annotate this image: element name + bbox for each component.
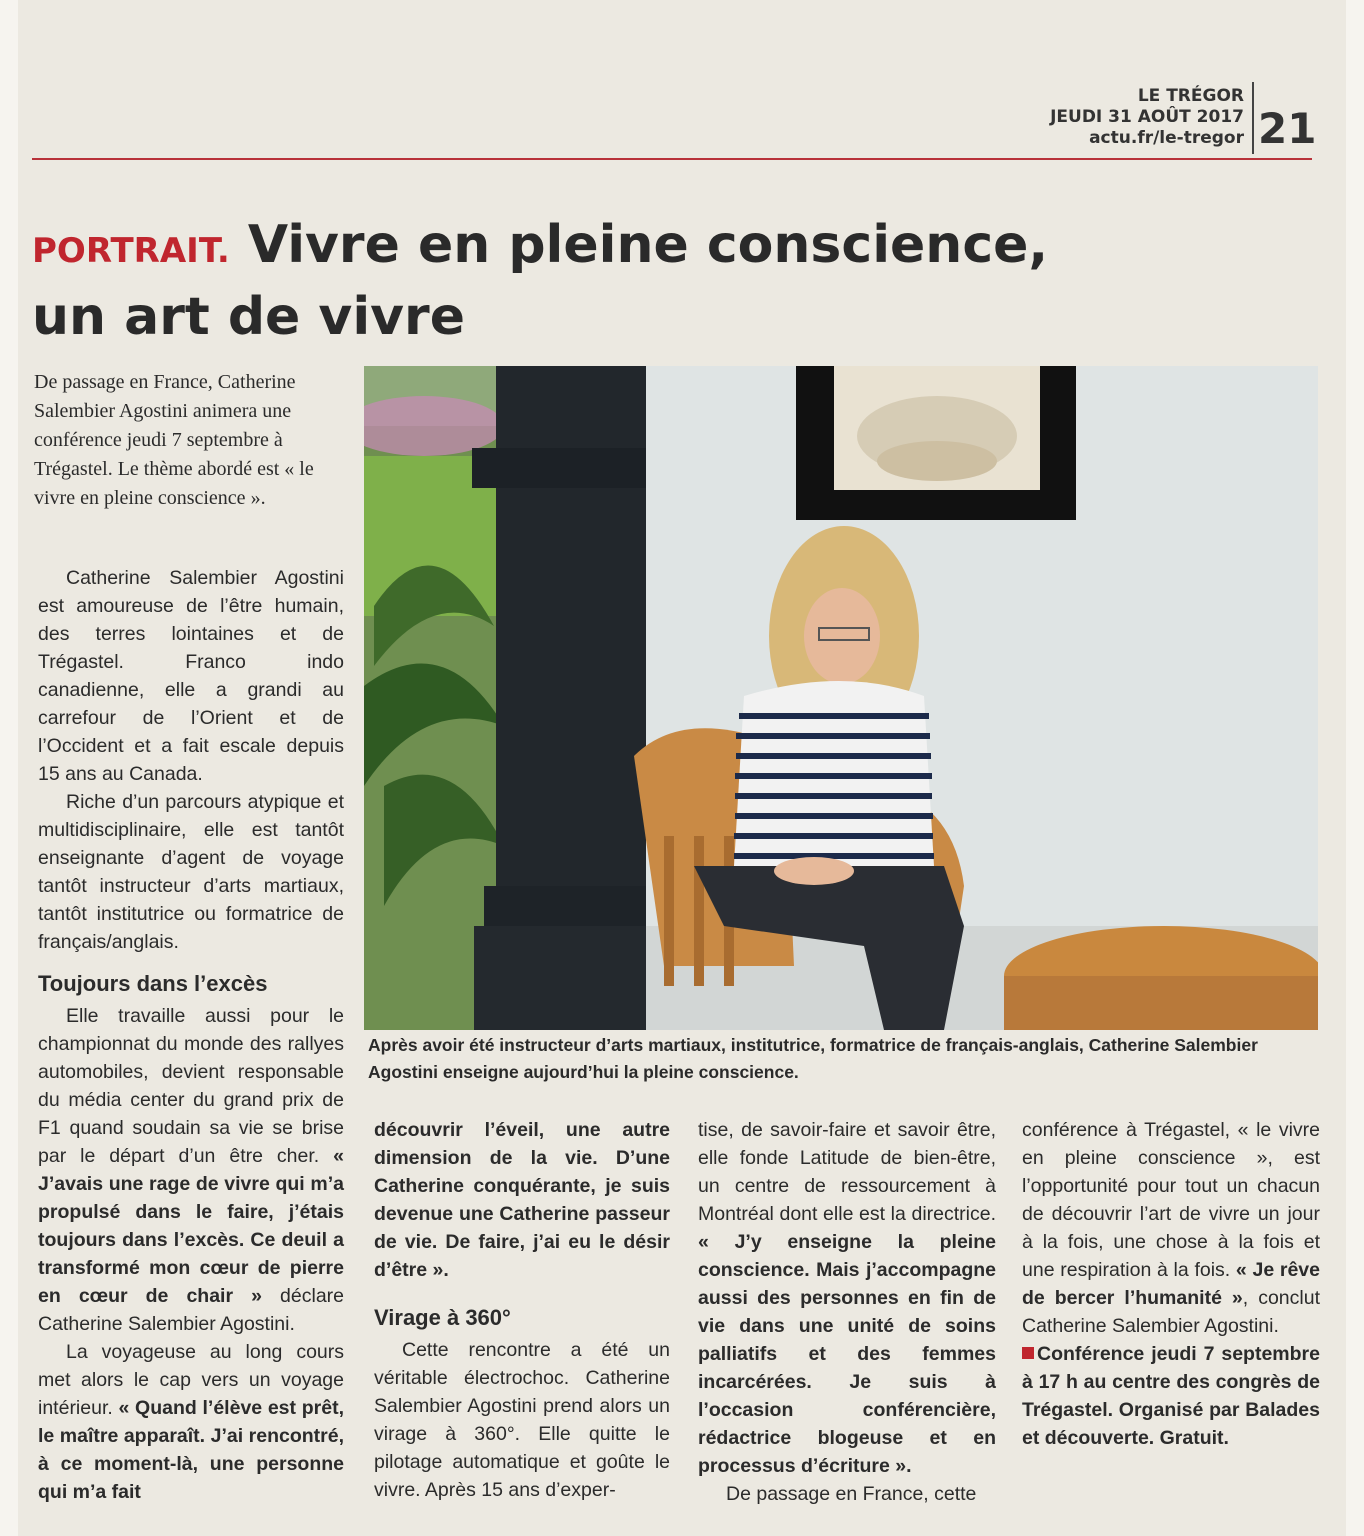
quote: « J’y enseigne la pleine conscience. Mais j’accompagne aussi des personnes en fin de vie dans une unité de soins palliatifs et des femmes incarcérées. Je suis à l’occasion conférencière, rédactrice blogeuse et en processus d’écriture ». [698, 1231, 996, 1477]
page-number: 21 [1258, 104, 1317, 153]
paragraph: Riche d’un parcours atypique et multidisciplinaire, elle est tantôt enseignante d’agent de voyage tantôt instructeur d’arts martiaux, tantôt institutrice ou formatrice de français/anglais. [38, 791, 344, 953]
header-rule [32, 158, 1312, 160]
headline-title-line1: Vivre en pleine conscience, [247, 215, 1049, 275]
paragraph: tise, de savoir-faire et savoir être, elle fonde Latitude de bien-être, un centre de ressourcement à Montréal dont elle est la directrice. « J’y enseigne la pleine conscience. Mais j’accompagne aussi des personnes en fin de vie dans une unité de soins palliatifs et des femmes incarcérées. Je suis à l’occasion conférencière, rédactrice blogeuse et en processus d’écriture ». [698, 1119, 996, 1477]
masthead [1050, 86, 1244, 149]
info-marker-icon [1022, 1347, 1034, 1359]
article-column-4 [1022, 1116, 1320, 1452]
subheading: Virage à 360° [374, 1305, 511, 1330]
paper-url: actu.fr/le-tregor [1089, 128, 1244, 148]
quote: « Quand l’élève est prêt, le maître apparaît. J’ai rencontré, à ce moment-là, une personne qui m’a fait [38, 1397, 344, 1503]
article-column-1 [38, 564, 344, 1506]
quote: « J’avais une rage de vivre qui m’a propulsé dans le faire, j’étais toujours dans l’excès. Ce deuil a transformé mon cœur de pierre en cœur de chair » [38, 1145, 344, 1307]
photo-illustration [364, 366, 1318, 1030]
article-column-3 [698, 1116, 996, 1508]
headline-title-line2: un art de vivre [32, 287, 465, 347]
paragraph: Elle travaille aussi pour le championnat du monde des rallyes automobiles, devient responsable du média center du grand prix de F1 quand soudain sa vie se brise par le départ d’un être cher. « J’avais une rage de vivre qui m’a propulsé dans le faire, j’étais toujours dans l’excès. Ce deuil a transformé mon cœur de pierre en cœur de chair » déclare Catherine Salembier Agostini. [38, 1005, 345, 1335]
paragraph: La voyageuse au long cours met alors le cap vers un voyage intérieur. « Quand l’élève est prêt, le maître apparaît. J’ai rencontré, à ce moment-là, une personne qui m’a fait [38, 1341, 344, 1503]
quote: découvrir l’éveil, une autre dimension de la vie. D’une Catherine conquérante, je suis devenue une Catherine passeur de vie. De faire, j’ai eu le désir d’être ». [374, 1119, 670, 1281]
quote: « Je rêve de bercer l’humanité » [1022, 1259, 1321, 1309]
paragraph: Cette rencontre a été un véritable électrochoc. Catherine Salembier Agostini prend alors un virage à 360°. Elle quitte le pilotage automatique et goûte le vivre. Après 15 ans d’exper- [374, 1339, 670, 1501]
article-photo [364, 366, 1318, 1030]
bleed-through-text [780, 66, 800, 131]
paper-name: LE TRÉGOR [1137, 86, 1244, 106]
headline [32, 212, 1292, 350]
practical-info: Conférence jeudi 7 septembre à 17 h au centre des congrès de Trégastel. Organisé par Balades et découverte. Gratuit. [1022, 1343, 1320, 1449]
photo-caption: Après avoir été instructeur d’arts martiaux, institutrice, formatrice de français-anglais, Catherine Salembier Agostini enseigne aujourd’hui la pleine conscience. [368, 1035, 1258, 1082]
headline-kicker: PORTRAIT. [32, 231, 230, 271]
paragraph: De passage en France, cette [726, 1483, 977, 1505]
masthead-divider [1252, 82, 1254, 154]
article-column-2 [374, 1116, 670, 1504]
issue-date: JEUDI 31 AOÛT 2017 [1050, 107, 1244, 127]
article-lead: De passage en France, Catherine Salembier Agostini animera une conférence jeudi 7 septembre à Trégastel. Le thème abordé est « le vivre en pleine conscience ». [34, 371, 314, 509]
paragraph: Catherine Salembier Agostini est amoureuse de l’être humain, des terres lointaines et de Trégastel. Franco indo canadienne, elle a grandi au carrefour de l’Orient et de l’Occident et a fait escale depuis 15 ans au Canada. [38, 567, 344, 785]
paragraph [374, 1116, 670, 1284]
subheading: Toujours dans l’excès [38, 971, 268, 996]
paragraph: conférence à Trégastel, « le vivre en pleine conscience », est l’opportunité pour tout un chacun de découvrir l’art de vivre un jour à la fois, une chose à la fois et une respiration à la fois. « Je rêve de bercer l’humanité », conclut Catherine Salembier Agostini. [1022, 1119, 1321, 1337]
